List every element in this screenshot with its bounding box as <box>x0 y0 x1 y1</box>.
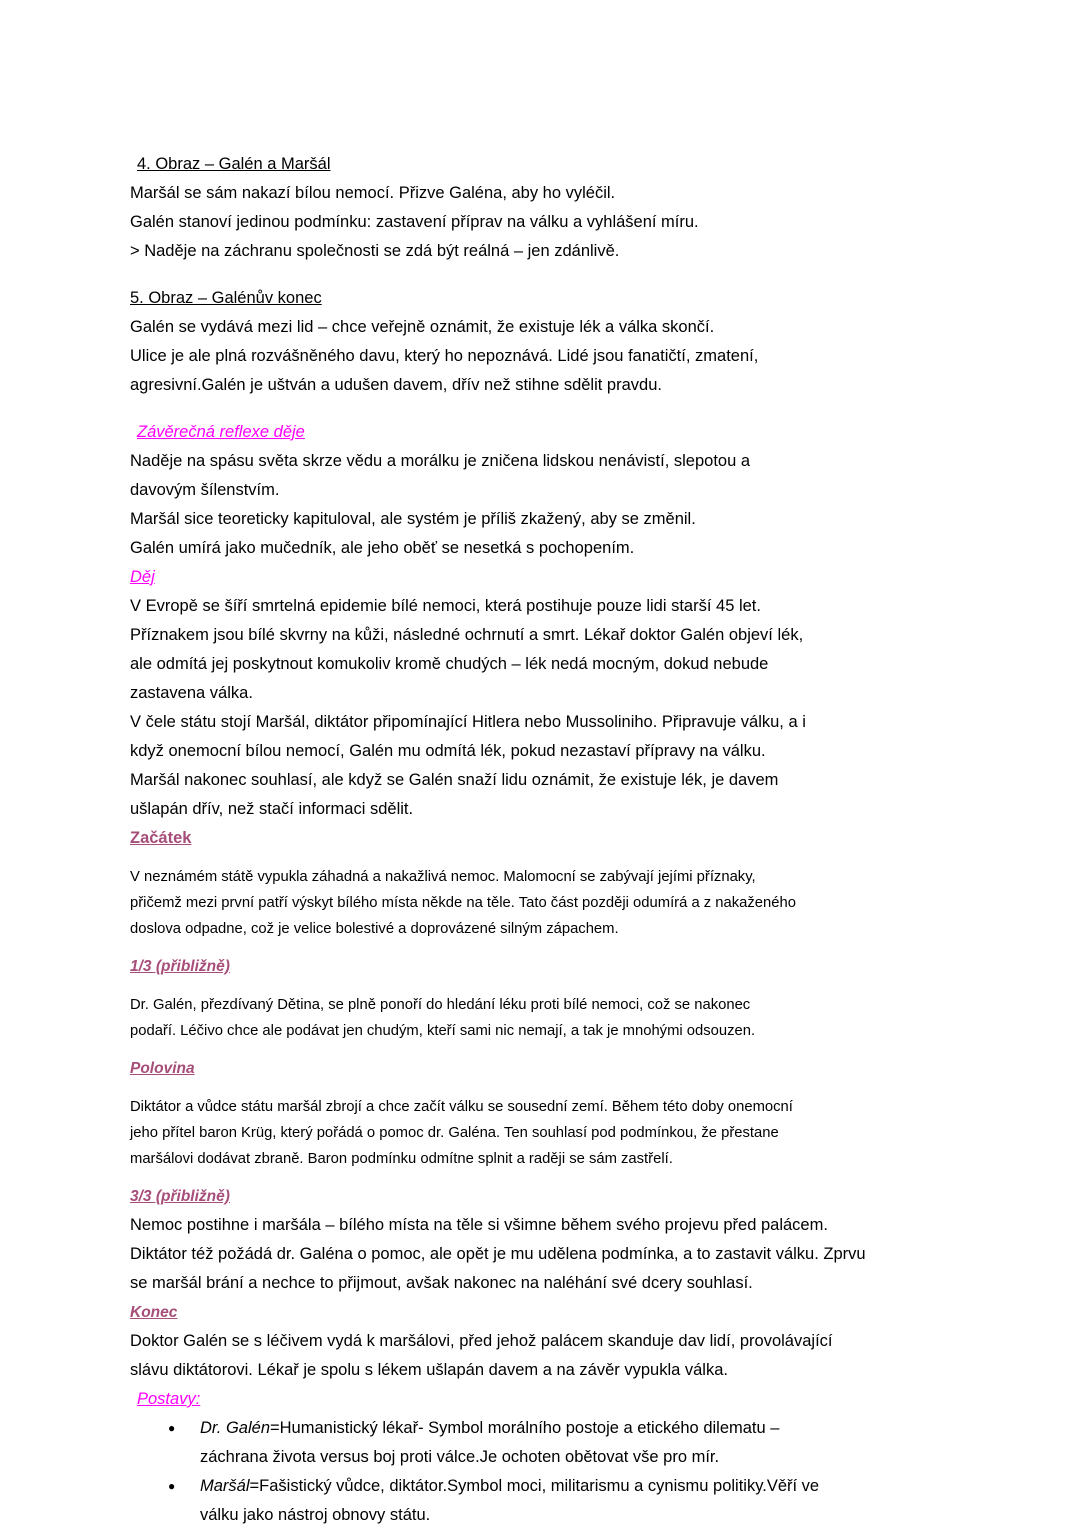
bullet-icon: ● <box>168 1479 176 1493</box>
bullet-icon: ● <box>168 1421 176 1435</box>
body-line: přičemž mezi první patří výskyt bílého místa někde na těle. Tato část později odumírá a z nakaženého <box>130 895 796 911</box>
list-item <box>130 1414 970 1472</box>
body-line: > Naděje na záchranu společnosti se zdá být reálná – jen zdánlivě. <box>130 242 620 260</box>
character-description: záchrana života versus boj proti válce.Je ochoten obětovat vše pro mír. <box>200 1448 720 1466</box>
body-line: Galén umírá jako mučedník, ale jeho oběť se nesetká s pochopením. <box>130 539 635 557</box>
blank-line <box>130 400 970 418</box>
body-line: Ulice je ale plná rozvášněného davu, který ho nepoznává. Lidé jsou fanatičtí, zmatení, <box>130 347 759 365</box>
section-heading-polovina: Polovina <box>130 1060 195 1077</box>
body-line: ale odmítá jej poskytnout komukoliv kromě chudých – lék nedá mocným, dokud nebude <box>130 655 769 673</box>
body-line: Maršál sice teoreticky kapituloval, ale systém je příliš zkažený, aby se změnil. <box>130 510 696 528</box>
body-line: Maršál nakonec souhlasí, ale když se Galén snaží lidu oznámit, že existuje lék, je davem <box>130 771 779 789</box>
section-heading-postavy: Postavy: <box>137 1390 201 1408</box>
body-line: Naděje na spásu světa skrze vědu a morálku je zničena lidskou nenávistí, slepotou a <box>130 452 751 470</box>
blank-line <box>130 266 970 284</box>
body-line: maršálovi dodávat zbraně. Baron podmínku odmítne splnit a raději se sám zastřelí. <box>130 1151 673 1167</box>
body-line: Příznakem jsou bílé skvrny na kůži, následné ochrnutí a smrt. Lékař doktor Galén objeví lék, <box>130 626 804 644</box>
body-line: Diktátor též požádá dr. Galéna o pomoc, ale opět je mu udělena podmínka, a to zastavit válku. Zprvu <box>130 1245 866 1263</box>
section-heading-obraz5: 5. Obraz – Galénův konec <box>130 289 322 307</box>
paragraph-tretina1 <box>130 992 970 1044</box>
character-description: =Humanistický lékař- Symbol morálního postoje a etického dilematu – <box>270 1419 780 1437</box>
body-line: agresivní.Galén je uštván a udušen davem, dřív než stihne sdělit pravdu. <box>130 376 662 394</box>
paragraph-zacatek <box>130 864 970 942</box>
list-item <box>130 1472 970 1525</box>
body-line: davovým šílenstvím. <box>130 481 280 499</box>
body-line: když onemocní bílou nemocí, Galén mu odmítá lék, pokud nezastaví přípravy na válku. <box>130 742 766 760</box>
body-line: Galén stanoví jedinou podmínku: zastavení příprav na válku a vyhlášení míru. <box>130 213 699 231</box>
section-heading-obraz4: 4. Obraz – Galén a Maršál <box>137 155 331 173</box>
bullet-text <box>200 1414 779 1472</box>
body-line: se maršál brání a nechce to přijmout, avšak nakonec na naléhání své dcery souhlasí. <box>130 1274 753 1292</box>
bullet-text <box>200 1472 819 1525</box>
body-line: podaří. Léčivo chce ale podávat jen chudým, kteří sami nic nemají, a tak je mnohými odsouzen. <box>130 1023 756 1039</box>
character-description: válku jako nástroj obnovy státu. <box>200 1506 431 1524</box>
body-line: Dr. Galén, přezdívaný Dětina, se plně ponoří do hledání léku proti bílé nemoci, což se nakonec <box>130 997 751 1013</box>
section-heading-dej: Děj <box>130 568 155 586</box>
character-list <box>130 1414 970 1525</box>
body-line: zastavena válka. <box>130 684 253 702</box>
section-heading-zacatek: Začátek <box>130 829 192 847</box>
section-heading-konec: Konec <box>130 1304 178 1321</box>
section-heading-tretina1: 1/3 (přibližně) <box>130 958 230 975</box>
paragraph-polovina <box>130 1094 970 1172</box>
body-line: V neznámém státě vypukla záhadná a nakažlivá nemoc. Malomocní se zabývají jejími příznaky, <box>130 869 756 885</box>
body-line: doslova odpadne, což je velice bolestivé a doprovázené silným zápachem. <box>130 921 619 937</box>
body-line: slávu diktátorovi. Lékař je spolu s lékem ušlapán davem a na závěr vypukla válka. <box>130 1361 728 1379</box>
character-description: =Fašistický vůdce, diktátor.Symbol moci, militarismu a cynismu politiky.Věří ve <box>249 1477 820 1495</box>
section-heading-tretina3: 3/3 (přibližně) <box>130 1188 230 1205</box>
body-line: Diktátor a vůdce státu maršál zbrojí a chce začít válku se sousední zemí. Během této doby onemocní <box>130 1099 793 1115</box>
body-line: V čele státu stojí Maršál, diktátor připomínající Hitlera nebo Mussoliniho. Připravuje válku, a i <box>130 713 806 731</box>
body-line: V Evropě se šíří smrtelná epidemie bílé nemoci, která postihuje pouze lidi starší 45 let. <box>130 597 761 615</box>
body-line: Galén se vydává mezi lid – chce veřejně oznámit, že existuje lék a válka skončí. <box>130 318 715 336</box>
body-line: Maršál se sám nakazí bílou nemocí. Přizve Galéna, aby ho vyléčil. <box>130 184 616 202</box>
section-heading-reflexe: Závěrečná reflexe děje <box>137 423 305 441</box>
body-line: ušlapán dřív, než stačí informaci sdělit. <box>130 800 414 818</box>
character-name: Dr. Galén <box>200 1419 270 1437</box>
body-line: jeho přítel baron Krüg, který pořádá o pomoc dr. Galéna. Ten souhlasí pod podmínkou, že přestane <box>130 1125 779 1141</box>
body-line: Doktor Galén se s léčivem vydá k maršálovi, před jehož palácem skanduje dav lidí, provolávající <box>130 1332 833 1350</box>
character-name: Maršál <box>200 1477 250 1495</box>
body-line: Nemoc postihne i maršála – bílého místa na těle si všimne během svého projevu před palácem. <box>130 1216 828 1234</box>
